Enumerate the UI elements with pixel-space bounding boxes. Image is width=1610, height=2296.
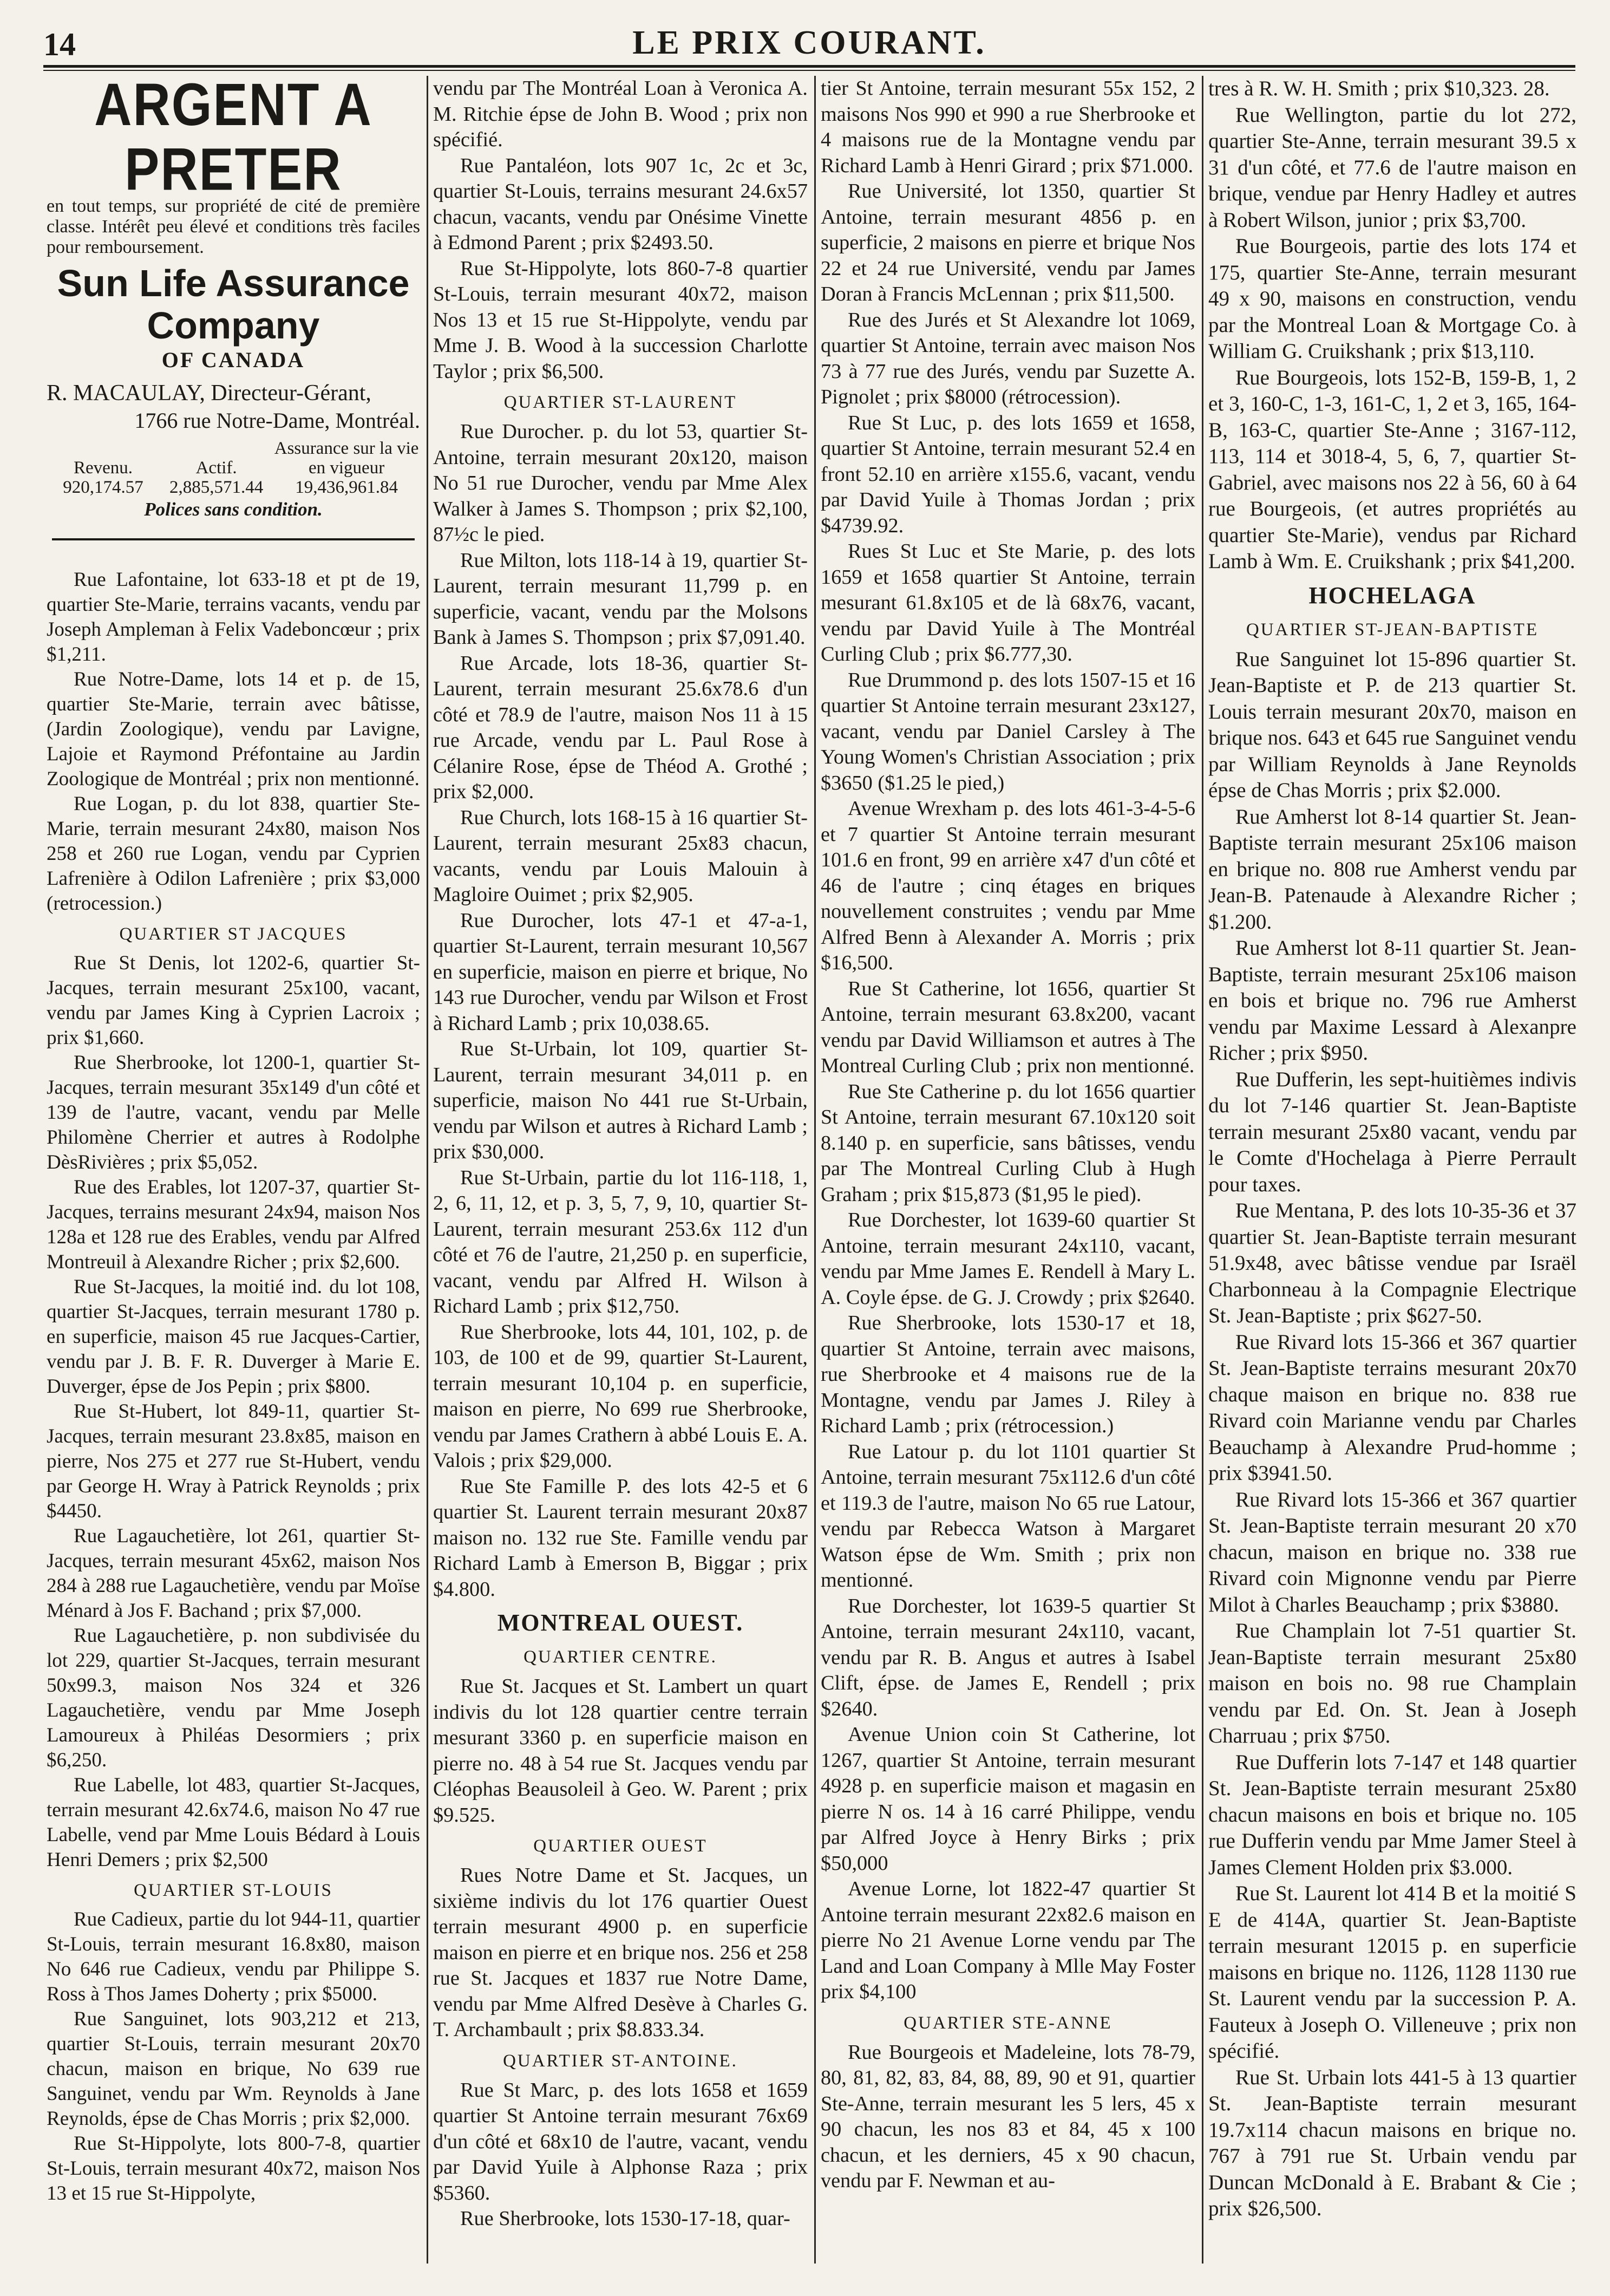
listing-entry: Rue St-Urbain, lot 109, quartier St-Laurent, terrain mesurant 34,011 p. en superficie, maison No 441 rue St-Urbain, vendu par Wilson et autres à Richard Lamb ; prix $30,000. [433, 1038, 808, 1163]
listing-entry: Rue Milton, lots 118-14 à 19, quartier St-Laurent, terrain mesurant 11,799 p. en superficie, vacant, vendu par the Molsons Bank à James S. Thompson ; prix $7,091.40. [433, 549, 808, 649]
listing-entry: Rue Amherst lot 8-11 quartier St. Jean-Baptiste, terrain mesurant 25x106 maison en bois et brique no. 796 rue Amherst vendu par Maxime Lessard à Alexanpre Richer ; prix $950. [1208, 936, 1576, 1065]
listing-entry: Rue St-Urbain, partie du lot 116-118, 1, 2, 6, 11, 12, et p. 3, 5, 7, 9, 10, quartier St-Laurent, terrain mesurant 253.6x 112 d'un côté et 76 de l'autre, 21,250 p. en superficie, vacant, vendu par Alfred H. Wilson à Richard Lamb ; prix $12,750. [433, 1166, 808, 1317]
listing-entry: Rue Cadieux, partie du lot 944-11, quartier St-Louis, terrain mesurant 16.8x80, maison No 646 rue Cadieux, vendu par Philippe S. Ross à Thos James Doherty ; prix $5000. [47, 1908, 420, 2005]
listing-entry: Rue Notre-Dame, lots 14 et p. de 15, quartier Ste-Marie, terrain avec bâtisse, (Jardin Zoologique), vendu par Lavigne, Lajoie et Raymond Préfontaine au Jardin Zoologique de Montréal ; prix non mentionné. [47, 668, 420, 790]
listing-entry: Rue St Denis, lot 1202-6, quartier St-Jacques, terrain mesurant 25x100, vacant, vendu par James King à Cyprien Lacroix ; prix $1,660. [47, 952, 420, 1049]
district-heading: MONTREAL OUEST. [497, 1609, 744, 1636]
listing-entry: Rue Drummond p. des lots 1507-15 et 16 quartier St Antoine terrain mesurant 23x127, vacant, vendu par Daniel Carsley à The Young Women's Christian Association ; prix $3650 ($1.25 le pied,) [821, 668, 1195, 794]
listing-entry: Rue St-Hippolyte, lots 860-7-8 quartier St-Louis, terrain mesurant 40x72, maison Nos 13 et 15 rue St-Hippolyte, vendu par Mme J. B. Wood à la succession Charlotte Taylor ; prix $6,500. [433, 257, 808, 383]
listing-entry: Rue Bourgeois, lots 152-B, 159-B, 1, 2 et 3, 160-C, 1-3, 161-C, 1, 2 et 3, 165, 164-B, 163-C, quartier Ste-Anne ; 3167-112, 113, 114 et 3018-4, 5, 6, 7, quartier St-Gabriel, avec maisons nos 22 à 56, 60 à 64 rue Bourgeois, (et autres propriétés au quartier Ste-Marie), vendus par Richard Lamb à Wm. E. Cruikshank ; prix $41,200. [1208, 366, 1576, 573]
column-divider [427, 76, 428, 2264]
column-divider [814, 76, 816, 2264]
listing-entry: Rue Sherbrooke, lots 44, 101, 102, p. de 103, de 100 et de 99, quartier St-Laurent, terrain mesurant 10,104 p. en superficie, maison en pierre, No 699 rue Sherbrooke, vendu par James Crathern à abbé Louis E. A. Valois ; prix $29,000. [433, 1320, 808, 1472]
listing-entry: Rue Sherbrooke, lots 1530-17-18, quar- [460, 2207, 790, 2230]
listing-entry: Rue St-Hubert, lot 849-11, quartier St-Jacques, terrain mesurant 23.8x85, maison en pierre, Nos 275 et 277 rue St-Hubert, vendu par George H. Wray à Patrick Reynolds ; prix $4450. [47, 1400, 420, 1522]
listing-entry: Avenue Wrexham p. des lots 461-3-4-5-6 et 7 quartier St Antoine terrain mesurant 101.6 en front, 99 en arrière x47 d'un côté et 46 de l'autre ; cinq étages en briques nouvellement construites ; vendu par Mme Alfred Benn à Alexander A. Morris ; prix $16,500. [821, 797, 1195, 974]
section-heading: QUARTIER ST-ANTOINE. [503, 2051, 738, 2071]
listing-entry: tres à R. W. H. Smith ; prix $10,323. 28. [1208, 77, 1550, 100]
listing-entry: Rue Amherst lot 8-14 quartier St. Jean-Baptiste terrain mesurant 25x106 maison en brique no. 808 rue Amherst vendu par Jean-B. Patenaude à Alexandre Richer ; $1.200. [1208, 805, 1576, 934]
column-1 [47, 76, 420, 2264]
header-rule-thin [43, 70, 1575, 71]
listing-entry: Rue Rivard lots 15-366 et 367 quartier St. Jean-Baptiste terrains mesurant 20x70 chaque maison en brique no. 838 rue Rivard coin Marianne vendu par Charles Beauchamp à Alexandre Prud-homme ; prix $3941.50. [1208, 1330, 1576, 1485]
listing-entry: Rue Arcade, lots 18-36, quartier St-Laurent, terrain mesurant 25.6x78.6 d'un côté et 78.9 de l'autre, maison Nos 11 à 15 rue Arcade, vendu par L. Paul Rose à Célanire Rose, épse de Théod A. Grothé ; prix $2,000. [433, 651, 808, 803]
district-heading: HOCHELAGA [1308, 582, 1476, 609]
ad-stats-table [47, 439, 420, 497]
listing-entry: Rue Logan, p. du lot 838, quartier Ste-Marie, terrain mesurant 24x80, maison Nos 258 et 260 rue Logan, vendu par Cyprien Lafrenière à Odilon Lafrenière ; prix $3,000 (retrocession.) [47, 793, 420, 915]
listing-entry: Rue Bourgeois, partie des lots 174 et 175, quartier Ste-Anne, terrain mesurant 49 x 90, maisons en construction, vendu par the Montreal Loan & Mortgage Co. à William G. Cruikshank ; prix $13,110. [1208, 234, 1576, 363]
listing-entry: Rue Champlain lot 7-51 quartier St. Jean-Baptiste terrain mesurant 25x80 maison en bois no. 98 rue Champlain vendu par Ed. On. St. Jean à Joseph Charruau ; prix $750. [1208, 1619, 1576, 1747]
ad-company: Sun Life Assurance Company [57, 262, 410, 347]
column-2 [433, 76, 808, 2264]
ad-director: R. MACAULAY, Directeur-Gérant, [47, 381, 371, 406]
listing-entry: vendu par The Montréal Loan à Veronica A. M. Ritchie épse de John B. Wood ; prix non spécifié. [433, 77, 808, 151]
listing-entry: Rue Durocher, lots 47-1 et 47-a-1, quartier St-Laurent, terrain mesurant 10,567 en superficie, maison en pierre et brique, No 143 rue Durocher, vendu par Wilson et Frost à Richard Lamb ; prix 10,038.65. [433, 909, 808, 1035]
listing-entry: Rue Sherbrooke, lots 1530-17 et 18, quartier St Antoine, terrain avec maisons, rue Sherbrooke et 4 maisons rue de la Montagne, vendu par James J. Riley à Richard Lamb ; prix (rétrocession.) [821, 1312, 1195, 1437]
listing-entry: Rue Dufferin lots 7-147 et 148 quartier St. Jean-Baptiste terrain mesurant 25x80 chacun maisons en bois et brique no. 105 rue Dufferin vendu par Mme Jamer Steel à James Clement Holden prix $3.000. [1208, 1750, 1576, 1879]
listing-entry: Rue Dorchester, lot 1639-60 quartier St Antoine, terrain mesurant 24x110, vacant, vendu par Mme James E. Rendell à Mary L. A. Coyle épse. de G. J. Crowdy ; prix $2640. [821, 1209, 1195, 1309]
listing-entry: Rue Bourgeois et Madeleine, lots 78-79, 80, 81, 82, 83, 84, 88, 89, 90 et 91, quartier Ste-Anne, terrain mesurant les 5 lers, 45 x 90 chacun, les nos 83 et 84, 45 x 100 chacun, et les derniers, 45 x 90 chacun, vendu par F. Newman et au- [821, 2040, 1195, 2192]
section-heading: QUARTIER STE-ANNE [904, 2013, 1112, 2033]
column-divider [1202, 76, 1203, 2264]
section-heading: QUARTIER ST-LAURENT [503, 393, 737, 412]
listing-entry: Rue Sanguinet lot 15-896 quartier St. Jean-Baptiste et P. de 213 quartier St. Louis terrain mesurant 20x70, maison en brique nos. 643 et 645 rue Sanguinet vendu par William Reynolds à Jane Reynolds épse de Chas Morris ; prix $2.000. [1208, 647, 1576, 802]
ad-title: ARGENT A PRETER [94, 76, 372, 203]
listing-entry: Rue St. Jacques et St. Lambert un quart indivis du lot 128 quartier centre terrain mesurant 3360 p. en superficie maison en pierre no. 48 à 54 rue St. Jacques vendu par Cléophas Beausoleil à Geo. W. Parent ; prix $9.525. [433, 1675, 808, 1827]
listing-entry: Rue Ste Catherine p. du lot 1656 quartier St Antoine, terrain mesurant 67.10x120 soit 8.140 p. en superficie, sans bâtisses, vendu par The Montreal Curling Club à Hugh Graham ; prix $15,873 ($1,95 le pied). [821, 1080, 1195, 1206]
listing-entry: Rue Mentana, P. des lots 10-35-36 et 37 quartier St. Jean-Baptiste terrain mesurant 51.9x48, avec bâtisse vendue par Israël Charbonneau à la Compagnie Electrique St. Jean-Baptiste ; prix $627-50. [1208, 1199, 1576, 1327]
listing-entry: Rue Université, lot 1350, quartier St Antoine, terrain mesurant 4856 p. en superficie, 2 maisons en pierre et brique Nos 22 et 24 rue Université, vendu par James Doran à Francis McLennan ; prix $11,500. [821, 180, 1195, 305]
listing-entry: Rue Pantaléon, lots 907 1c, 2c et 3c, quartier St-Louis, terrains mesurant 24.6x57 chacun, vacants, vendu par Onésime Vinette à Edmond Parent ; prix $2493.50. [433, 154, 808, 254]
advertisement [47, 76, 420, 540]
listing-entry: Rue Lagauchetière, lot 261, quartier St-Jacques, terrain mesurant 45x62, maison Nos 284 à 288 rue Lagauchetière, vendu par Moïse Ménard à Jos F. Bachand ; prix $7,000. [47, 1525, 420, 1622]
listing-entry: Rues Notre Dame et St. Jacques, un sixième indivis du lot 176 quartier Ouest terrain mesurant 4900 p. en superficie maison en pierre et en brique nos. 256 et 258 rue St. Jacques et 1837 rue Notre Dame, vendu par Mme Alfred Desève à Charles G. T. Archambault ; prix $8.833.34. [433, 1864, 808, 2041]
column-3 [821, 76, 1195, 2264]
ad-text: en tout temps, sur propriété de cité de première classe. Intérêt peu élevé et conditions très faciles pour remboursement. [47, 196, 420, 257]
listing-entry: Rue St Luc, p. des lots 1659 et 1658, quartier St Antoine, terrain mesurant 52.4 en front 52.10 en arrière x155.6, vacant, vendu par David Yuile à Thomas Jordan ; prix $4739.92. [821, 411, 1195, 537]
listing-entry: Rue Ste Famille P. des lots 42-5 et 6 quartier St. Laurent terrain mesurant 20x87 maison no. 132 rue Ste. Famille vendu par Richard Lamb à Emerson B, Biggar ; prix $4.800. [433, 1475, 808, 1601]
listing-entry: Rue St. Laurent lot 414 B et la moitié S E de 414A, quartier St. Jean-Baptiste terrain mesurant 12015 p. en superficie maisons en brique no. 1126, 1128 1130 rue St. Laurent vendu par la succession P. A. Fauteux à Joseph O. Villeneuve ; prix non spécifié. [1208, 1882, 1576, 2063]
ad-separator [52, 538, 415, 540]
ad-policy: Polices sans condition. [144, 499, 323, 520]
listing-entry: Avenue Lorne, lot 1822-47 quartier St Antoine terrain mesurant 22x82.6 maison en pierre No 21 Avenue Lorne vendu par The Land and Loan Company à Mlle May Foster prix $4,100 [821, 1877, 1195, 2003]
listing-entry: tier St Antoine, terrain mesurant 55x 152, 2 maisons Nos 990 et 990 a rue Sherbrooke et 4 maisons rue de la Montagne vendu par Richard Lamb à Henri Girard ; prix $71.000. [821, 77, 1195, 177]
listing-entry: Rue Lafontaine, lot 633-18 et pt de 19, quartier Ste-Marie, terrains vacants, vendu par Joseph Ampleman à Felix Vadeboncœur ; prix $1,211. [47, 569, 420, 666]
section-heading: QUARTIER ST-JEAN-BAPTISTE [1246, 619, 1539, 640]
listing-entry: Rue St Marc, p. des lots 1658 et 1659 quartier St Antoine terrain mesurant 76x69 d'un côté et 68x10 de l'autre, vacant, vendu par David Yuile à Alphonse Raza ; prix $5360. [433, 2078, 808, 2204]
listing-entry: Avenue Union coin St Catherine, lot 1267, quartier St Antoine, terrain mesurant 4928 p. en superficie maison et magasin en pierre N os. 14 à 16 carré Philippe, vendu par Alfred Joyce à Henry Birks ; prix $50,000 [821, 1723, 1195, 1875]
stats-value: 920,174.57 [63, 478, 143, 497]
listing-entry: Rue Church, lots 168-15 à 16 quartier St-Laurent, terrain mesurant 25x83 chacun, vacants, vendu par Louis Malouin à Magloire Ouimet ; prix $2,905. [433, 806, 808, 906]
header-rule-thick [43, 65, 1575, 68]
listing-entry: Rue Wellington, partie du lot 272, quartier Ste-Anne, terrain mesurant 39.5 x 31 d'un côté, et 77.6 de l'autre maison en brique, vendue par Henry Hadley et autres à Robert Wilson, junior ; prix $3,700. [1208, 103, 1576, 232]
listing-entry: Rue St. Urbain lots 441-5 à 13 quartier St. Jean-Baptiste terrain mesurant 19.7x114 chacun maisons en brique no. 767 à 791 rue St. Urbain vendu par Duncan McDonald à E. Brabant & Cie ; prix $26,500. [1208, 2065, 1576, 2220]
page-number: 14 [43, 27, 76, 62]
listing-entry: Rue St-Hippolyte, lots 800-7-8, quartier St-Louis, terrain mesurant 40x72, maison Nos 13 et 15 rue St-Hippolyte, [47, 2132, 420, 2204]
section-heading: QUARTIER ST JACQUES [119, 924, 348, 944]
listing-entry: Rue St-Jacques, la moitié ind. du lot 108, quartier St-Jacques, terrain mesurant 1780 p. en superficie, maison 45 rue Jacques-Cartier, vendu par J. B. F. R. Duverger à Marie E. Duverger, épse de Jos Pepin ; prix $800. [47, 1276, 420, 1398]
listing-entry: Rue St Catherine, lot 1656, quartier St Antoine, terrain mesurant 63.8x200, vacant vendu par David Williamson et autres à The Montreal Curling Club ; prix non mentionné. [821, 977, 1195, 1077]
listing-entry: Rue Dorchester, lot 1639-5 quartier St Antoine, terrain mesurant 24x110, vacant, vendu par R. B. Angus et autres à Isabel Clift, épse. de James E, Rendell ; prix $2640. [821, 1594, 1195, 1720]
stats-header: Revenu. [74, 458, 133, 478]
listing-entry: Rues St Luc et Ste Marie, p. des lots 1659 et 1658 quartier St Antoine, terrain mesurant 61.8x105 et de là 68x76, vacant, vendu par David Yuile à The Montréal Curling Club ; prix $6.777,30. [821, 540, 1195, 666]
stats-header: Actif. [195, 458, 237, 478]
listing-entry: Rue des Erables, lot 1207-37, quartier St-Jacques, terrains mesurant 24x94, maison Nos 128a et 128 rue des Erables, vendu par Alfred Montreuil à Alexandre Richer ; prix $2,600. [47, 1176, 420, 1273]
listing-entry: Rue Latour p. du lot 1101 quartier St Antoine, terrain mesurant 75x112.6 d'un côté et 119.3 de l'autre, maison No 65 rue Latour, vendu par Rebecca Watson à Margaret Watson épse de Wm. Smith ; prix non mentionné. [821, 1440, 1195, 1591]
stats-value: 2,885,571.44 [169, 478, 264, 497]
section-heading: QUARTIER CENTRE. [523, 1647, 717, 1667]
ad-country: OF CANADA [161, 348, 305, 372]
listing-entry: Rue Labelle, lot 483, quartier St-Jacques, terrain mesurant 42.6x74.6, maison No 47 rue Labelle, vend par Mme Louis Bédard à Louis Henri Demers ; prix $2,500 [47, 1774, 420, 1871]
newspaper-title: LE PRIX COURANT. [632, 24, 986, 61]
stats-header: Assurance sur la vie en vigueur [274, 439, 419, 478]
section-heading: QUARTIER ST-LOUIS [134, 1881, 333, 1900]
column-4 [1208, 76, 1576, 2264]
ad-address: 1766 rue Notre-Dame, Montréal. [134, 408, 420, 433]
listing-entry: Rue Lagauchetière, p. non subdivisée du lot 229, quartier St-Jacques, terrain mesurant 50x99.3, maison Nos 324 et 326 Lagauchetière, vendu par Mme Joseph Lamoureux à Philéas Desormiers ; prix $6,250. [47, 1625, 420, 1771]
listing-entry: Rue des Jurés et St Alexandre lot 1069, quartier St Antoine, terrain avec maison Nos 73 à 77 rue des Jurés, vendu par Suzette A. Pignolet ; prix $8000 (rétrocession). [821, 308, 1195, 408]
listing-entry: Rue Sanguinet, lots 903,212 et 213, quartier St-Louis, terrain mesurant 20x70 chacun, maison en brique, No 639 rue Sanguinet, vendu par Wm. Reynolds à Jane Reynolds, épse de Chas Morris ; prix $2,000. [47, 2008, 420, 2130]
listing-entry: Rue Rivard lots 15-366 et 367 quartier St. Jean-Baptiste terrain mesurant 20 x70 chacun, maison en brique no. 338 rue Rivard coin Mignonne vendu par Pierre Milot à Charles Beauchamp ; prix $3880. [1208, 1488, 1576, 1616]
listing-entry: Rue Dufferin, les sept-huitièmes indivis du lot 7-146 quartier St. Jean-Baptiste terrain mesurant 25x80 vacant, vendu par le Comte d'Hochelaga à Pierre Perrault pour taxes. [1208, 1067, 1576, 1196]
listing-entry: Rue Durocher. p. du lot 53, quartier St-Antoine, terrain mesurant 20x120, maison No 51 rue Durocher, vendu par Mme Alex Walker à James S. Thompson ; prix $2,100, 87½c le pied. [433, 420, 808, 546]
listing-entry: Rue Sherbrooke, lot 1200-1, quartier St-Jacques, terrain mesurant 35x149 d'un côté et 139 de l'autre, vacant, vendu par Melle Philomène Cherrier et autres à Rodolphe DèsRivières ; prix $5,052. [47, 1052, 420, 1173]
page-header [43, 16, 1575, 65]
section-heading: QUARTIER OUEST [533, 1836, 708, 1856]
stats-value: 19,436,961.84 [295, 478, 398, 497]
